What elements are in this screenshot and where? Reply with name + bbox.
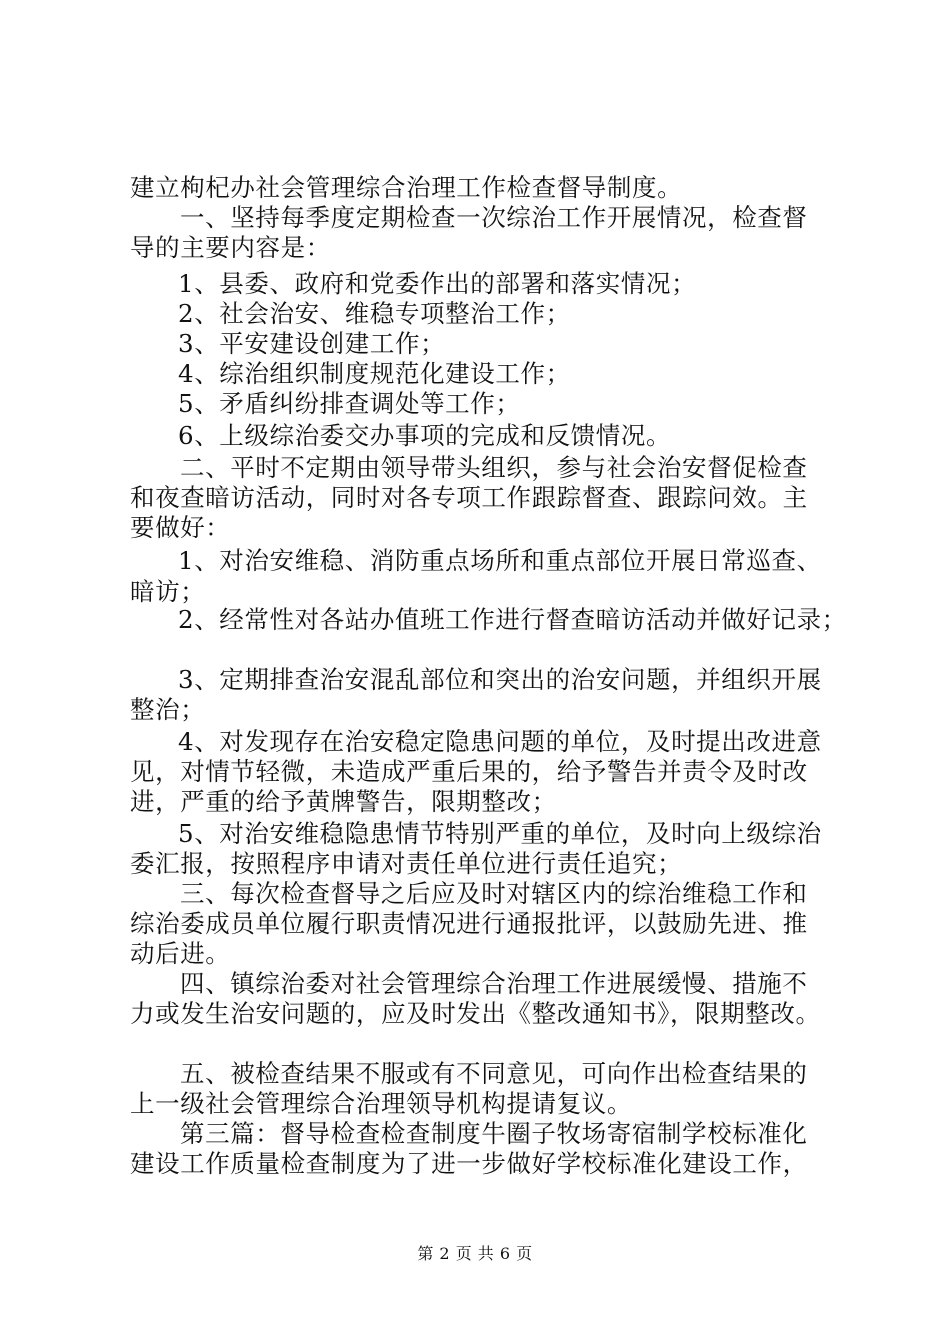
text-line: 暗访； xyxy=(130,577,206,606)
text-line: 整治； xyxy=(130,695,206,724)
text-line: 建立枸杞办社会管理综合治理工作检查督导制度。 xyxy=(130,173,683,202)
text-line: 力或发生治安问题的，应及时发出《整改通知书》，限期整改。 xyxy=(130,999,821,1028)
text-line: 综治委成员单位履行职责情况进行通报批评，以鼓励先进、推 xyxy=(130,909,808,938)
text-line: 5、对治安维稳隐患情节特别严重的单位，及时向上级综治 xyxy=(178,819,822,848)
text-line: 4、对发现存在治安稳定隐患问题的单位，及时提出改进意 xyxy=(178,727,822,756)
text-line: 3、定期排查治安混乱部位和突出的治安问题，并组织开展 xyxy=(178,665,822,694)
text-line: 6、上级综治委交办事项的完成和反馈情况。 xyxy=(178,421,672,450)
text-line: 和夜查暗访活动，同时对各专项工作跟踪督查、跟踪问效。主 xyxy=(130,483,808,512)
text-line: 四、镇综治委对社会管理综合治理工作进展缓慢、措施不 xyxy=(180,969,808,998)
text-line: 1、县委、政府和党委作出的部署和落实情况； xyxy=(178,269,697,298)
text-line: 五、被检查结果不服或有不同意见，可向作出检查结果的 xyxy=(180,1059,808,1088)
page-number-footer: 第 2 页 共 6 页 xyxy=(417,1244,533,1263)
text-line: 4、综治组织制度规范化建设工作； xyxy=(178,359,571,388)
text-line: 导的主要内容是： xyxy=(130,233,331,262)
text-line: 三、每次检查督导之后应及时对辖区内的综治维稳工作和 xyxy=(180,879,808,908)
text-line: 要做好： xyxy=(130,513,231,542)
text-line: 进，严重的给予黄牌警告，限期整改； xyxy=(130,787,557,816)
text-line: 动后进。 xyxy=(130,939,231,968)
text-line: 3、平安建设创建工作； xyxy=(178,329,446,358)
text-line: 建设工作质量检查制度为了进一步做好学校标准化建设工作， xyxy=(130,1149,808,1178)
text-line: 1、对治安维稳、消防重点场所和重点部位开展日常巡查、 xyxy=(178,546,822,575)
text-line: 二、平时不定期由领导带头组织，参与社会治安督促检查 xyxy=(180,453,808,482)
text-line: 一、坚持每季度定期检查一次综治工作开展情况，检查督 xyxy=(180,203,808,232)
text-line: 2、社会治安、维稳专项整治工作； xyxy=(178,299,571,328)
text-line: 见，对情节轻微，未造成严重后果的，给予警告并责令及时改 xyxy=(130,757,808,786)
text-line: 委汇报，按照程序申请对责任单位进行责任追究； xyxy=(130,849,683,878)
text-line: 上一级社会管理综合治理领导机构提请复议。 xyxy=(130,1089,632,1118)
text-line: 第三篇：督导检查检查制度牛圈子牧场寄宿制学校标准化 xyxy=(180,1119,808,1148)
text-line: 5、矛盾纠纷排查调处等工作； xyxy=(178,389,521,418)
text-line: 2、经常性对各站办值班工作进行督查暗访活动并做好记录； xyxy=(178,605,847,634)
